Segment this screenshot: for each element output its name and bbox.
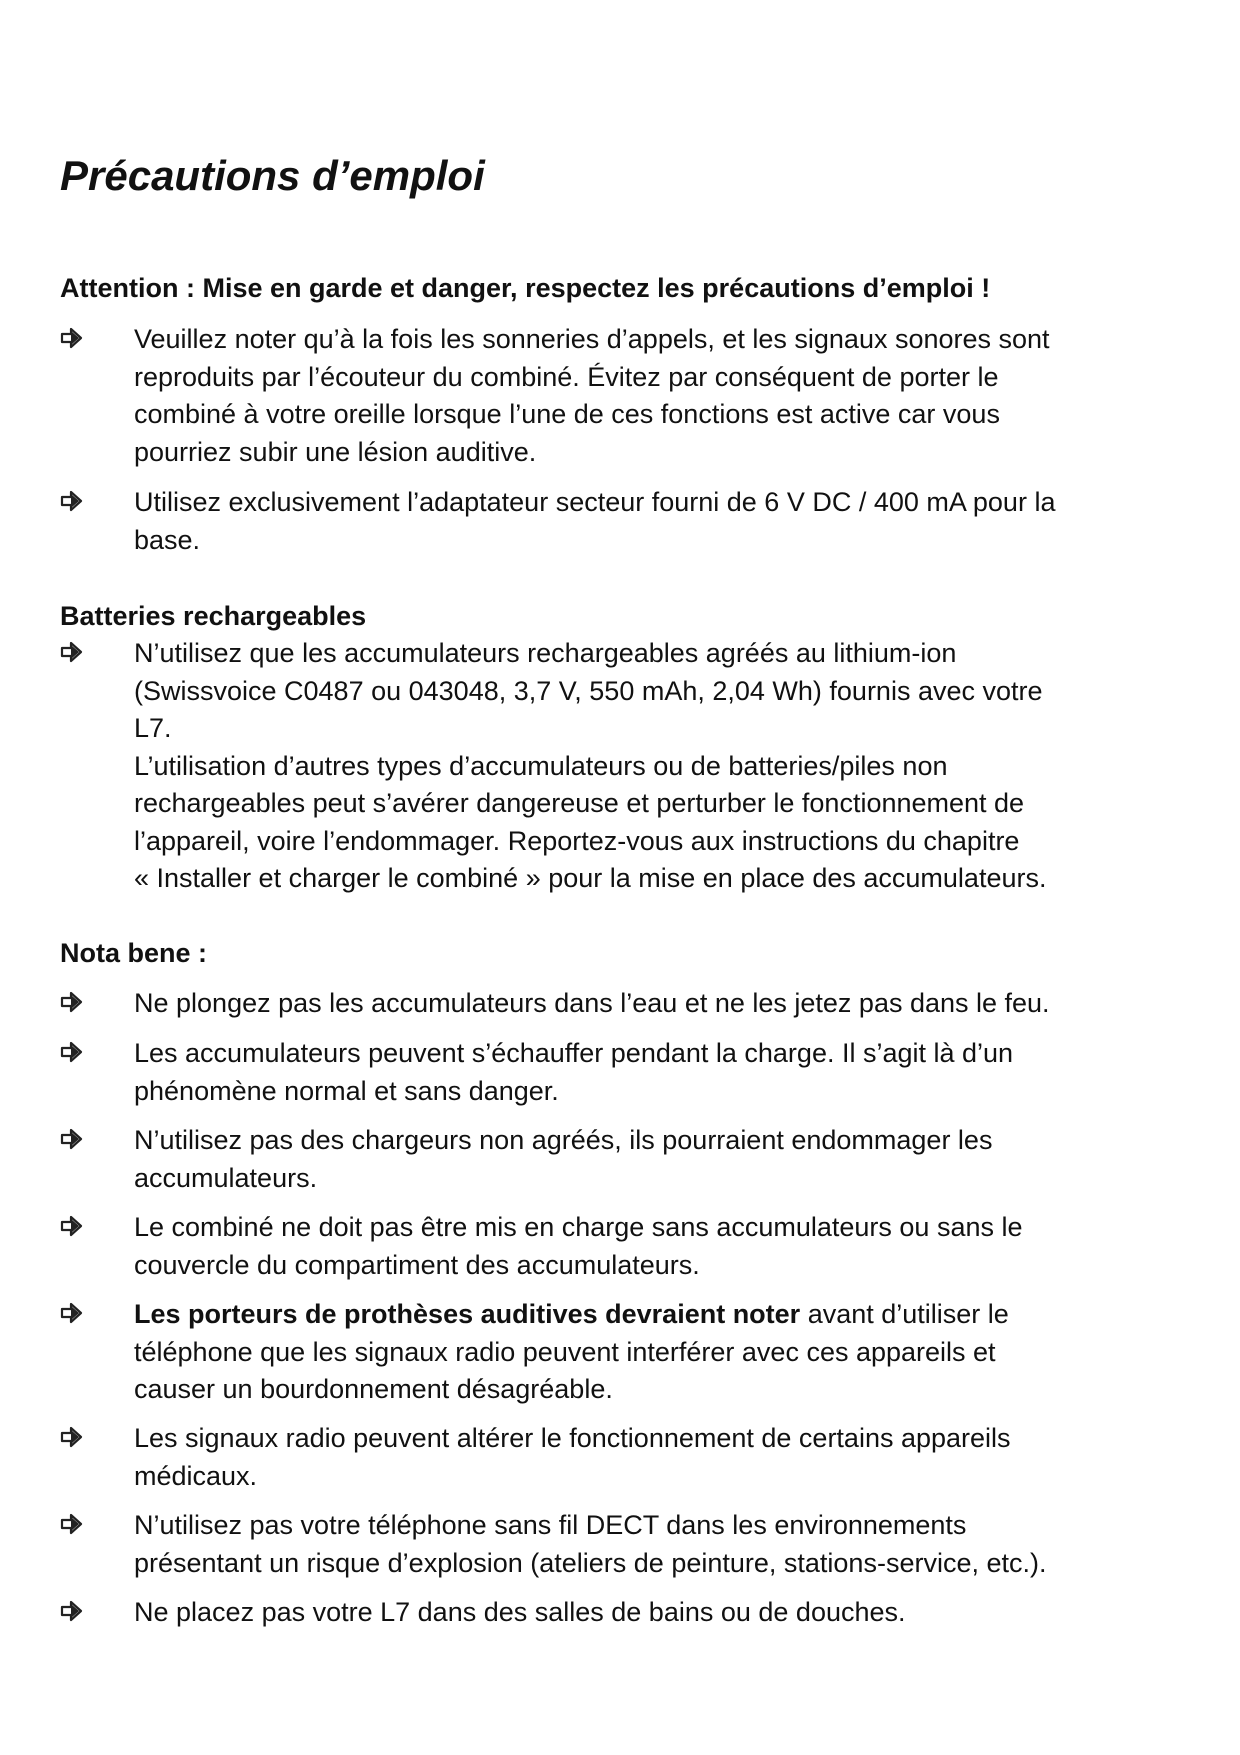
batteries-heading: Batteries rechargeables xyxy=(60,601,367,631)
arrow-bullet-icon xyxy=(60,991,84,1013)
list-item-text-first-line xyxy=(134,1296,1174,1334)
list-item-text: N’utilisez pas votre téléphone sans fil DECT dans les environnements présentant un risque d’explosion (ateliers de peinture, stations-service, etc.). xyxy=(134,1510,1047,1578)
arrow-bullet-icon xyxy=(60,1600,84,1622)
hearing-aid-bold-text: Les porteurs de prothèses auditives devraient noter xyxy=(134,1299,801,1329)
nota-bene-heading: Nota bene : xyxy=(60,938,208,968)
arrow-bullet-icon xyxy=(60,1215,84,1237)
list-item-text: N’utilisez pas des chargeurs non agréés, ils pourraient endommager les accumulateurs. xyxy=(134,1125,993,1193)
arrow-bullet-icon xyxy=(60,1513,84,1535)
list-item-text: Ne placez pas votre L7 dans des salles de bains ou de douches. xyxy=(134,1597,906,1627)
list-item-text: Les accumulateurs peuvent s’échauffer pendant la charge. Il s’agit là d’un phénomène normal et sans danger. xyxy=(134,1038,1014,1106)
list-item-text: N’utilisez que les accumulateurs rechargeables agréés au lithium-ion (Swissvoice C0487 ou 043048, 3,7 V, 550 mAh, 2,04 Wh) fournis avec votre L7. L’utilisation d’autres types d’accumulateurs ou de batteries/piles non rechargeables peut s’avérer dangereuse et perturber le fonctionnement de l’appareil, voire l’endommager. Reportez-vous aux instructions du chapitre « Installer et charger le combiné » pour la mise en place des accumulateurs. xyxy=(134,638,1047,893)
arrow-bullet-icon xyxy=(60,641,84,663)
list-item-text: Veuillez noter qu’à la fois les sonneries d’appels, et les signaux sonores sont reproduits par l’écouteur du combiné. Évitez par conséquent de porter le combiné à votre oreille lorsque l’une de ces fonctions est active car vous pourriez subir une lésion auditive. xyxy=(134,324,1050,467)
list-item-text: Utilisez exclusivement l’adaptateur secteur fourni de 6 V DC / 400 mA pour la base. xyxy=(134,487,1056,555)
arrow-bullet-icon xyxy=(60,490,84,512)
arrow-bullet-icon xyxy=(60,1041,84,1063)
arrow-bullet-icon xyxy=(60,1426,84,1448)
hearing-aid-rest-text: avant d’utiliser le xyxy=(800,1299,1009,1329)
attention-heading: Attention : Mise en garde et danger, respectez les précautions d’emploi ! xyxy=(60,273,991,303)
list-item-text: Ne plongez pas les accumulateurs dans l’eau et ne les jetez pas dans le feu. xyxy=(134,988,1050,1018)
page-title: Précautions d’emploi xyxy=(60,152,485,199)
arrow-bullet-icon xyxy=(60,327,84,349)
arrow-bullet-icon xyxy=(60,1302,84,1324)
list-item-text: Le combiné ne doit pas être mis en charge sans accumulateurs ou sans le couvercle du compartiment des accumulateurs. xyxy=(134,1212,1023,1280)
list-item-text: Les signaux radio peuvent altérer le fonctionnement de certains appareils médicaux. xyxy=(134,1423,1011,1491)
list-item-text: téléphone que les signaux radio peuvent interférer avec ces appareils et causer un bourdonnement désagréable. xyxy=(134,1336,996,1404)
arrow-bullet-icon xyxy=(60,1128,84,1150)
